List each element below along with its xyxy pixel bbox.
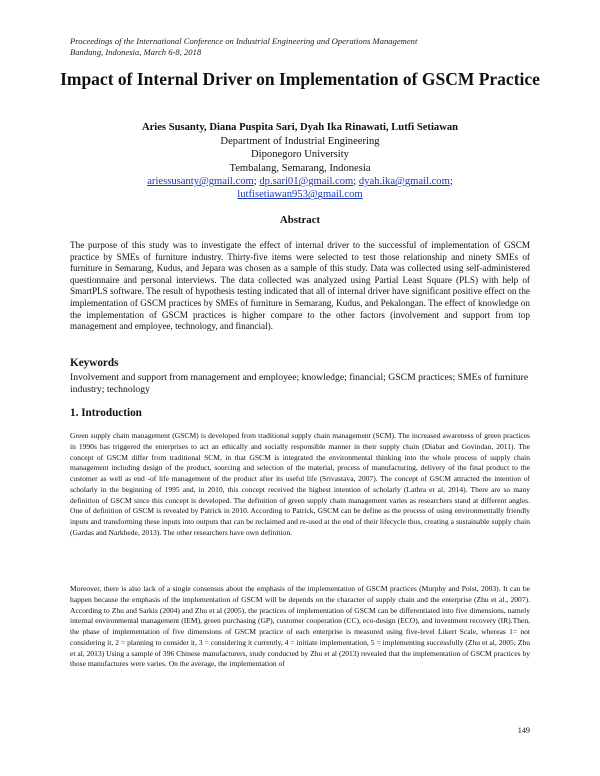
paper-title: Impact of Internal Driver on Implementation of GSCM Practice xyxy=(60,69,540,89)
abstract-heading: Abstract xyxy=(279,214,321,226)
affiliation-department: Department of Industrial Engineering xyxy=(220,136,380,147)
introduction-paragraph-2: Moreover, there is also lack of a single consensus about the emphasis of the implementation of GSCM practices (Murphy and Poist, 2003). It can be happen because the emphasis of the implementation of GSCM will be depends on the character of supply chain and the enterprise (Zhu et al., 2007). According to Zhu and Sarkis (2004) and Zhu et al (2005), the practices of implementation of GSCM can be differentiated into five dimensions, namely internal environmental management (IEM), green purchasing (GP), customer cooperation (CC), eco-design (ECO), and investment recovery (IR).Then, the phase of implementation of five dimensions of GSCM practice of each enterprise is measured using five-level Likert Scale, whereas 1= not considering it, 2 = planning to consider it, 3 = considering it currently, 4 = initiate implementation, 5 = implementing successfully (Zhu et al, 2005; Zhu et al, 2013) Using a sample of 396 Chinese manufacturers, study conducted by Zhu et al (2013) revealed that the implementation of GSCM practices by those manufactures were varies. On the average, the implementation of xyxy=(70,584,530,669)
introduction-paragraph-1: Green supply chain management (GSCM) is developed from traditional supply chain management (SCM). The increased awareness of green practices in 1990s has triggered the enterprises to act an ethically and socially responsible manner in their supply chain (Diabat and Govindan, 2011). The concept of GSCM differ from traditional SCM, in that GSCM is integrated the environmental thinking into the whole process of supply chain management including design of the product, sourcing and selection of the material, process of manufacturing, delivery of the final product to the customer as well as end -of life management of the product after its useful life (Srivastava, 2007). The concept of GSCM attracted the intention of scholarly in the beginning of 1995 and, in 2010, this concept received the highest intention of scholarly (Lathra et al, 2014). There are so many definition of GSCM since this concept is developed. The definition of green supply chain management varies as researchers stand at different angles. One of definition of GSCM is revealed by Patrick in 2010. According to Patrick, GSCM can be define as the process of using environmentally friendly inputs and transforming these inputs into outputs that can be reclaimed and re-used at the end of their lifecycle thus, creating a sustainable supply chain (Gardas and Narkhede, 2013). The other researchers have own definition. xyxy=(70,431,530,537)
affiliation xyxy=(60,135,540,175)
email-link-2[interactable]: dp.sari01@gmail.com xyxy=(259,176,354,187)
affiliation-university: Diponegoro University xyxy=(251,149,349,161)
email-line-2 xyxy=(60,188,540,201)
email-link-1[interactable]: ariessusanty@gmail.com xyxy=(147,176,254,187)
header-location-date: Bandung, Indonesia, March 6-8, 2018 xyxy=(70,47,202,57)
email-link-4[interactable]: lutfisetiawan953@gmail.com xyxy=(237,189,363,201)
email-line-1: ariessusanty@gmail.com; dp.sari01@gmail.com; dyah.ika@gmail.com; xyxy=(147,176,453,187)
page-number: 149 xyxy=(517,726,530,735)
keywords-body: Involvement and support from management and employee; knowledge; financial; GSCM practices; SMEs of furniture industry; technology xyxy=(70,372,529,396)
keywords-heading: Keywords xyxy=(70,357,119,369)
author-emails xyxy=(60,175,540,202)
abstract-body: The purpose of this study was to investigate the effect of internal driver to the successful of implementation of GSCM practice by SMEs of furniture industry. Thirty-five items were selected to test those relationship and ninety SMEs of furniture in Semarang, Kudus, and Jepara was chosen as a sample of this study. Data was collected using self-administered questionnaire and personal interviews. The data collected was analyzed using Partial Least Square (PLS) with help of SmartPLS software. The result of hypothesis testing indicated that all of internal driver have significant positive effect on the implementation of GSCM practices by SMEs of furniture in Semarang, Kudus, and Pekalongan. The effect of knowledge on the implementation of GSCM practices is higher compare to the other factors (involvement and support from top management and employee, technology, and financial). xyxy=(70,240,530,332)
introduction-heading: 1. Introduction xyxy=(70,407,142,419)
header-proceedings: Proceedings of the International Conference on Industrial Engineering and Operations Management xyxy=(70,36,418,46)
author-list: Aries Susanty, Diana Puspita Sari, Dyah Ika Rinawati, Lutfi Setiawan xyxy=(141,122,459,133)
running-header xyxy=(70,36,530,58)
affiliation-address: Tembalang, Semarang, Indonesia xyxy=(229,162,371,174)
email-link-3[interactable]: dyah.ika@gmail.com xyxy=(358,176,450,187)
